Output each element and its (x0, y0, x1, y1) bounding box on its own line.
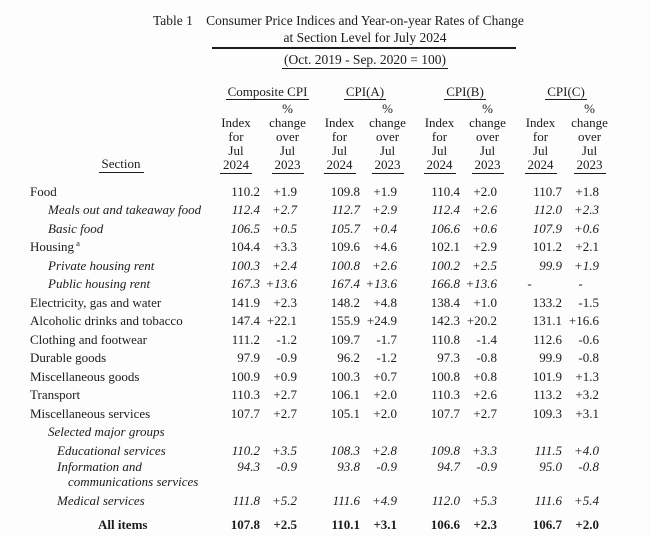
pct-change-value-cell: +2.0 (575, 516, 599, 532)
pct-change-value-cell: +5.2 (271, 493, 297, 508)
column-group-cell (397, 84, 497, 102)
subheader-year: 2023 (574, 157, 606, 174)
index-value-cell: 100.3 (330, 368, 360, 384)
pct-change-value-cell: +13.6 (465, 276, 497, 291)
index-value-cell: 107.9 (532, 220, 562, 236)
pct-change-value-cell: +4.6 (373, 239, 397, 254)
index-value-cell: 111.5 (534, 442, 562, 458)
pct-change-value-cell: -1.5 (578, 294, 599, 310)
section-label: Miscellaneous services (30, 405, 151, 421)
section-label: Transport (30, 387, 81, 402)
index-value-cell: 138.4 (430, 294, 460, 310)
index-value-cell: 109.3 (532, 405, 562, 421)
subheader-line: Index (324, 115, 355, 130)
subheader-line: for (431, 129, 448, 144)
index-value-cell: 142.3 (430, 313, 460, 328)
subheader-line (212, 158, 260, 172)
pct-change-value-cell: +4.0 (573, 442, 599, 458)
pct-change-value-cell: +3.3 (471, 442, 497, 458)
pct-change-value-cell: +20.2 (466, 313, 497, 328)
cpi-table (30, 84, 608, 533)
pct-change-value-cell: +3.3 (273, 239, 297, 254)
index-value-cell: 110.2 (231, 442, 260, 458)
table-row (30, 348, 599, 367)
subheader-line: % (282, 101, 293, 116)
pct-change-value-cell: +2.5 (471, 257, 497, 273)
subheader-line: Jul (532, 143, 549, 158)
subheader-year: 2024 (220, 157, 252, 174)
pct-change-value-cell: -1.2 (376, 350, 397, 365)
subheader-line: change (571, 115, 608, 130)
pct-change-value-cell: +2.0 (373, 387, 397, 402)
pct-change-value-cell: +3.1 (575, 405, 599, 421)
header-body-spacer (30, 172, 599, 181)
table-row (30, 218, 599, 237)
subheader-line: Jul (431, 143, 448, 158)
column-group-cell (497, 84, 599, 102)
subheader-line (571, 158, 608, 172)
index-value-cell: 112.4 (231, 202, 260, 217)
subheader-line: Jul (228, 143, 244, 158)
pct-change-value-cell: +2.3 (273, 294, 297, 310)
section-header-label: Section (99, 156, 144, 173)
section-header-cell (30, 102, 212, 172)
pct-change-value-cell: +2.3 (573, 202, 599, 217)
subheader-line (369, 158, 406, 172)
pct-change-value-cell: +0.6 (471, 220, 497, 236)
index-value-cell: 100.3 (230, 257, 260, 273)
pct-change-value-cell: +13.6 (265, 276, 297, 291)
table-row (30, 385, 599, 404)
index-value-cell: 111.6 (332, 493, 360, 508)
index-value-cell: 166.8 (430, 276, 460, 291)
subheader-line: Index (525, 115, 556, 130)
section-cell (30, 237, 212, 256)
index-subheader-cell (212, 102, 260, 172)
pct-change-value-cell: +3.1 (373, 516, 397, 532)
pct-change-value-cell: +1.3 (575, 368, 599, 384)
section-label: All items (98, 516, 148, 532)
subheader-line (269, 158, 306, 172)
table-row (30, 237, 599, 256)
pct-change-value-cell: +13.6 (365, 276, 397, 291)
column-group-label: Composite CPI (227, 84, 308, 99)
pct-change-value-cell (360, 422, 397, 441)
index-value-cell: 141.9 (230, 294, 260, 310)
pct-change-value-cell: +24.9 (366, 313, 397, 328)
pct-change-value-cell (562, 422, 599, 441)
section-cell (30, 366, 212, 385)
pct-change-value-cell: +0.7 (373, 368, 397, 384)
section-label: Public housing rent (48, 276, 151, 291)
section-cell (30, 491, 212, 510)
index-value-cell (497, 422, 562, 441)
pct-change-value-cell: +2.6 (473, 387, 497, 402)
pct-change-value-cell: +0.4 (371, 220, 397, 236)
index-value-cell: 112.4 (431, 202, 460, 217)
table-row (30, 422, 599, 441)
title-line-2: at Section Level for July 2024 (283, 30, 447, 45)
subheader-line: % (482, 101, 493, 116)
base-period-line (164, 52, 566, 68)
pct-change-value-cell: +2.3 (473, 516, 497, 532)
index-value-cell: - (527, 276, 532, 291)
subheader-line: over (275, 129, 300, 144)
index-value-cell: 100.2 (430, 257, 460, 273)
subheader-line: over (475, 129, 500, 144)
table-row (30, 440, 599, 459)
subheader-line: over (577, 129, 602, 144)
index-value-cell: 110.1 (331, 516, 360, 532)
subheader-line (469, 158, 506, 172)
subheader-line: change (469, 115, 506, 130)
subheader-line: Jul (279, 143, 296, 158)
index-value-cell: 99.9 (539, 350, 562, 365)
index-value-cell: 93.8 (337, 458, 360, 474)
pct-change-value-cell: +1.9 (573, 257, 599, 273)
pct-change-value-cell: +2.6 (471, 202, 497, 217)
index-value-cell: 106.6 (430, 220, 460, 236)
index-value-cell: 108.3 (330, 442, 360, 458)
pct-change-value-cell: -0.8 (578, 350, 599, 365)
pct-change-value-cell: -0.9 (476, 458, 497, 474)
base-period-text: (Oct. 2019 - Sep. 2020 = 100) (283, 52, 447, 67)
index-value-cell: 110.8 (431, 331, 460, 347)
pct-change-value-cell: -0.9 (276, 458, 297, 474)
index-value-cell: 104.4 (230, 239, 260, 254)
index-value-cell: 101.2 (532, 239, 562, 254)
section-label: Alcoholic drinks and tobacco (30, 313, 183, 328)
index-value-cell: 94.7 (437, 458, 460, 474)
pct-change-value-cell (460, 422, 497, 441)
pct-change-value-cell: -0.8 (578, 458, 599, 474)
table-row (30, 403, 599, 422)
index-value-cell: 112.0 (431, 493, 460, 508)
index-value-cell: 97.3 (437, 350, 460, 365)
table-row (30, 255, 599, 274)
index-value-cell: 110.3 (431, 387, 460, 402)
column-group-label: CPI(B) (446, 84, 484, 99)
section-label: Miscellaneous goods (30, 368, 140, 384)
index-value-cell: 100.8 (430, 368, 460, 384)
index-value-cell: 109.6 (330, 239, 360, 254)
pct-change-value-cell: +1.9 (373, 183, 397, 199)
table-row (30, 200, 599, 219)
column-subheader-row (30, 102, 599, 172)
subheader-year: 2023 (472, 157, 504, 174)
pct-change-value-cell: +2.7 (273, 405, 297, 421)
pct-change-value-cell: +0.6 (573, 220, 599, 236)
section-label: Basic food (48, 220, 104, 236)
section-cell (30, 440, 212, 459)
index-value-cell (297, 422, 360, 441)
section-label: Food (30, 183, 57, 199)
index-value-cell: 133.2 (532, 294, 562, 310)
index-value-cell: 105.1 (330, 405, 360, 421)
index-value-cell: 100.9 (230, 368, 260, 384)
index-subheader-cell (497, 102, 562, 172)
title-rule (212, 47, 516, 49)
index-value-cell: 131.1 (532, 313, 562, 328)
subheader-line: change (269, 115, 306, 130)
index-value-cell: 105.7 (330, 220, 360, 236)
subheader-year: 2023 (272, 157, 304, 174)
pct-change-value-cell: +0.8 (473, 368, 497, 384)
section-cell (30, 385, 212, 404)
pct-change-value-cell: +2.6 (371, 257, 397, 273)
table-row (30, 366, 599, 385)
subheader-line (308, 158, 371, 172)
pct-change-value-cell: +4.9 (371, 493, 397, 508)
index-value-cell: 106.6 (430, 516, 460, 532)
section-label-line2: communications services (68, 474, 199, 489)
pct-change-subheader-cell (260, 101, 306, 172)
column-group-row (30, 84, 599, 102)
section-cell (30, 422, 212, 441)
table-row (30, 329, 599, 348)
column-group-cell (212, 84, 308, 102)
index-value-cell: 109.8 (430, 442, 460, 458)
section-cell (30, 311, 212, 330)
section-cell (30, 348, 212, 367)
pct-change-value-cell: +2.5 (273, 516, 297, 532)
column-group-label: CPI(A) (345, 84, 385, 99)
index-value-cell: 106.5 (230, 220, 260, 236)
index-value-cell: 110.4 (431, 183, 460, 199)
section-label: Housing (30, 239, 75, 254)
pct-change-value-cell: +1.8 (575, 183, 599, 199)
pct-change-value-cell: +2.9 (473, 239, 497, 254)
column-group-label: CPI(C) (547, 84, 585, 99)
pct-change-value-cell: +2.0 (373, 405, 397, 421)
subheader-line: for (331, 129, 348, 144)
pct-change-value-cell: +3.5 (271, 442, 297, 458)
pct-change-value-cell: +2.9 (371, 202, 397, 217)
subheader-line: Jul (581, 143, 598, 158)
column-group-cell (297, 84, 397, 102)
subheader-line: change (369, 115, 406, 130)
index-value-cell: 94.3 (237, 458, 260, 474)
index-value-cell: 109.7 (330, 331, 360, 347)
pct-change-value-cell: +2.0 (473, 183, 497, 199)
footnote-marker: a (76, 237, 80, 248)
index-value-cell: 148.2 (330, 294, 360, 310)
pct-change-value-cell: +0.5 (271, 220, 297, 236)
index-value-cell: 100.8 (330, 257, 360, 273)
index-value-cell: 107.7 (230, 405, 260, 421)
index-value-cell: 97.9 (237, 350, 260, 365)
section-cell (30, 218, 212, 237)
pct-change-value-cell: +1.9 (273, 183, 297, 199)
pct-change-value-cell: +2.7 (271, 202, 297, 217)
index-value-cell: 110.7 (533, 183, 562, 199)
pct-change-value-cell: +2.7 (273, 387, 297, 402)
section-cell (30, 181, 212, 200)
index-value-cell: 95.0 (539, 458, 562, 474)
subheader-line: Jul (331, 143, 348, 158)
table-row (30, 509, 599, 533)
index-value-cell: 167.3 (230, 276, 260, 291)
pct-change-value-cell: -1.7 (376, 331, 397, 347)
index-value-cell: 111.2 (231, 331, 260, 347)
pct-change-value-cell: -1.4 (476, 331, 497, 347)
subheader-line: % (382, 101, 393, 116)
index-value-cell: 110.2 (231, 183, 260, 199)
section-label: Private housing rent (48, 257, 155, 273)
subheader-line: Index (221, 115, 251, 130)
section-cell (30, 329, 212, 348)
pct-change-value-cell: +5.4 (573, 493, 599, 508)
table-number-label: Table 1 (153, 13, 193, 28)
pct-change-value-cell: +2.8 (371, 442, 397, 458)
pct-change-value-cell: +5.3 (471, 493, 497, 508)
index-value-cell (397, 422, 460, 441)
index-value-cell: 112.6 (533, 331, 562, 347)
index-value-cell (212, 422, 260, 441)
section-label: Electricity, gas and water (30, 294, 162, 310)
pct-change-value-cell (260, 422, 297, 441)
subheader-line: for (228, 129, 244, 144)
subheader-line: over (375, 129, 400, 144)
index-value-cell: 102.1 (430, 239, 460, 254)
index-value-cell: 111.6 (534, 493, 562, 508)
index-value-cell: 147.4 (230, 313, 260, 328)
pct-change-value-cell: -1.2 (276, 331, 297, 347)
section-cell (30, 403, 212, 422)
pct-change-value-cell: +1.0 (473, 294, 497, 310)
index-value-cell: 112.7 (331, 202, 360, 217)
section-cell (30, 274, 212, 293)
section-cell (30, 292, 212, 311)
index-value-cell: 109.8 (330, 183, 360, 199)
subheader-year: 2023 (372, 157, 404, 174)
index-value-cell: 99.9 (539, 257, 562, 273)
table-row (30, 181, 599, 200)
index-value-cell: 111.8 (232, 493, 260, 508)
subheader-line: % (584, 101, 595, 116)
section-label: Durable goods (30, 350, 107, 365)
index-value-cell: 113.2 (533, 387, 562, 402)
pct-change-value-cell: +2.4 (271, 257, 297, 273)
subheader-line (508, 158, 573, 172)
pct-change-value-cell: +2.7 (473, 405, 497, 421)
pct-change-value-cell: -0.9 (276, 350, 297, 365)
table-row (30, 274, 599, 293)
section-cell (30, 200, 212, 219)
index-subheader-cell (297, 102, 360, 172)
subheader-line: Index (424, 115, 455, 130)
subheader-line: Jul (379, 143, 396, 158)
section-cell (30, 459, 212, 491)
pct-change-value-cell: -0.8 (476, 350, 497, 365)
subheader-year: 2024 (324, 157, 356, 174)
section-label: Medical services (57, 493, 145, 508)
pct-change-value-cell: +2.1 (575, 239, 599, 254)
index-value-cell: 112.0 (533, 202, 562, 217)
table-row (30, 459, 599, 491)
section-label: Information and (57, 458, 142, 474)
subheader-line: for (532, 129, 549, 144)
empty-corner-cell (30, 84, 212, 102)
index-value-cell: 106.1 (330, 387, 360, 402)
subheader-line: Jul (479, 143, 496, 158)
section-cell (30, 509, 212, 533)
index-subheader-cell (397, 102, 460, 172)
index-value-cell: 107.7 (430, 405, 460, 421)
section-label: Meals out and takeaway food (48, 202, 202, 217)
section-label: Selected major groups (48, 424, 165, 439)
section-label: Clothing and footwear (30, 331, 147, 347)
subheader-year: 2024 (424, 157, 456, 174)
section-label: Educational services (57, 442, 166, 458)
table-row (30, 491, 599, 510)
pct-change-value-cell: - (578, 276, 583, 291)
index-value-cell: 110.3 (231, 387, 260, 402)
subheader-line (408, 158, 471, 172)
index-value-cell: 167.4 (330, 276, 360, 291)
pct-change-value-cell: +0.9 (273, 368, 297, 384)
table-row (30, 311, 599, 330)
pct-change-value-cell: +3.2 (575, 387, 599, 402)
pct-change-value-cell: -0.9 (376, 458, 397, 474)
pct-change-value-cell: +4.8 (373, 294, 397, 310)
pct-change-value-cell: +22.1 (266, 313, 297, 328)
index-value-cell: 96.2 (337, 350, 360, 365)
index-value-cell: 155.9 (330, 313, 360, 328)
table-row (30, 292, 599, 311)
index-value-cell: 107.8 (230, 516, 260, 532)
subheader-year: 2024 (525, 157, 557, 174)
section-cell (30, 255, 212, 274)
pct-change-value-cell: -0.6 (578, 331, 599, 347)
index-value-cell: 101.9 (532, 368, 562, 384)
pct-change-value-cell: +16.6 (568, 313, 599, 328)
title-line-1: Consumer Price Indices and Year-on-year Rates of Change (206, 13, 524, 28)
index-value-cell: 106.7 (532, 516, 562, 532)
